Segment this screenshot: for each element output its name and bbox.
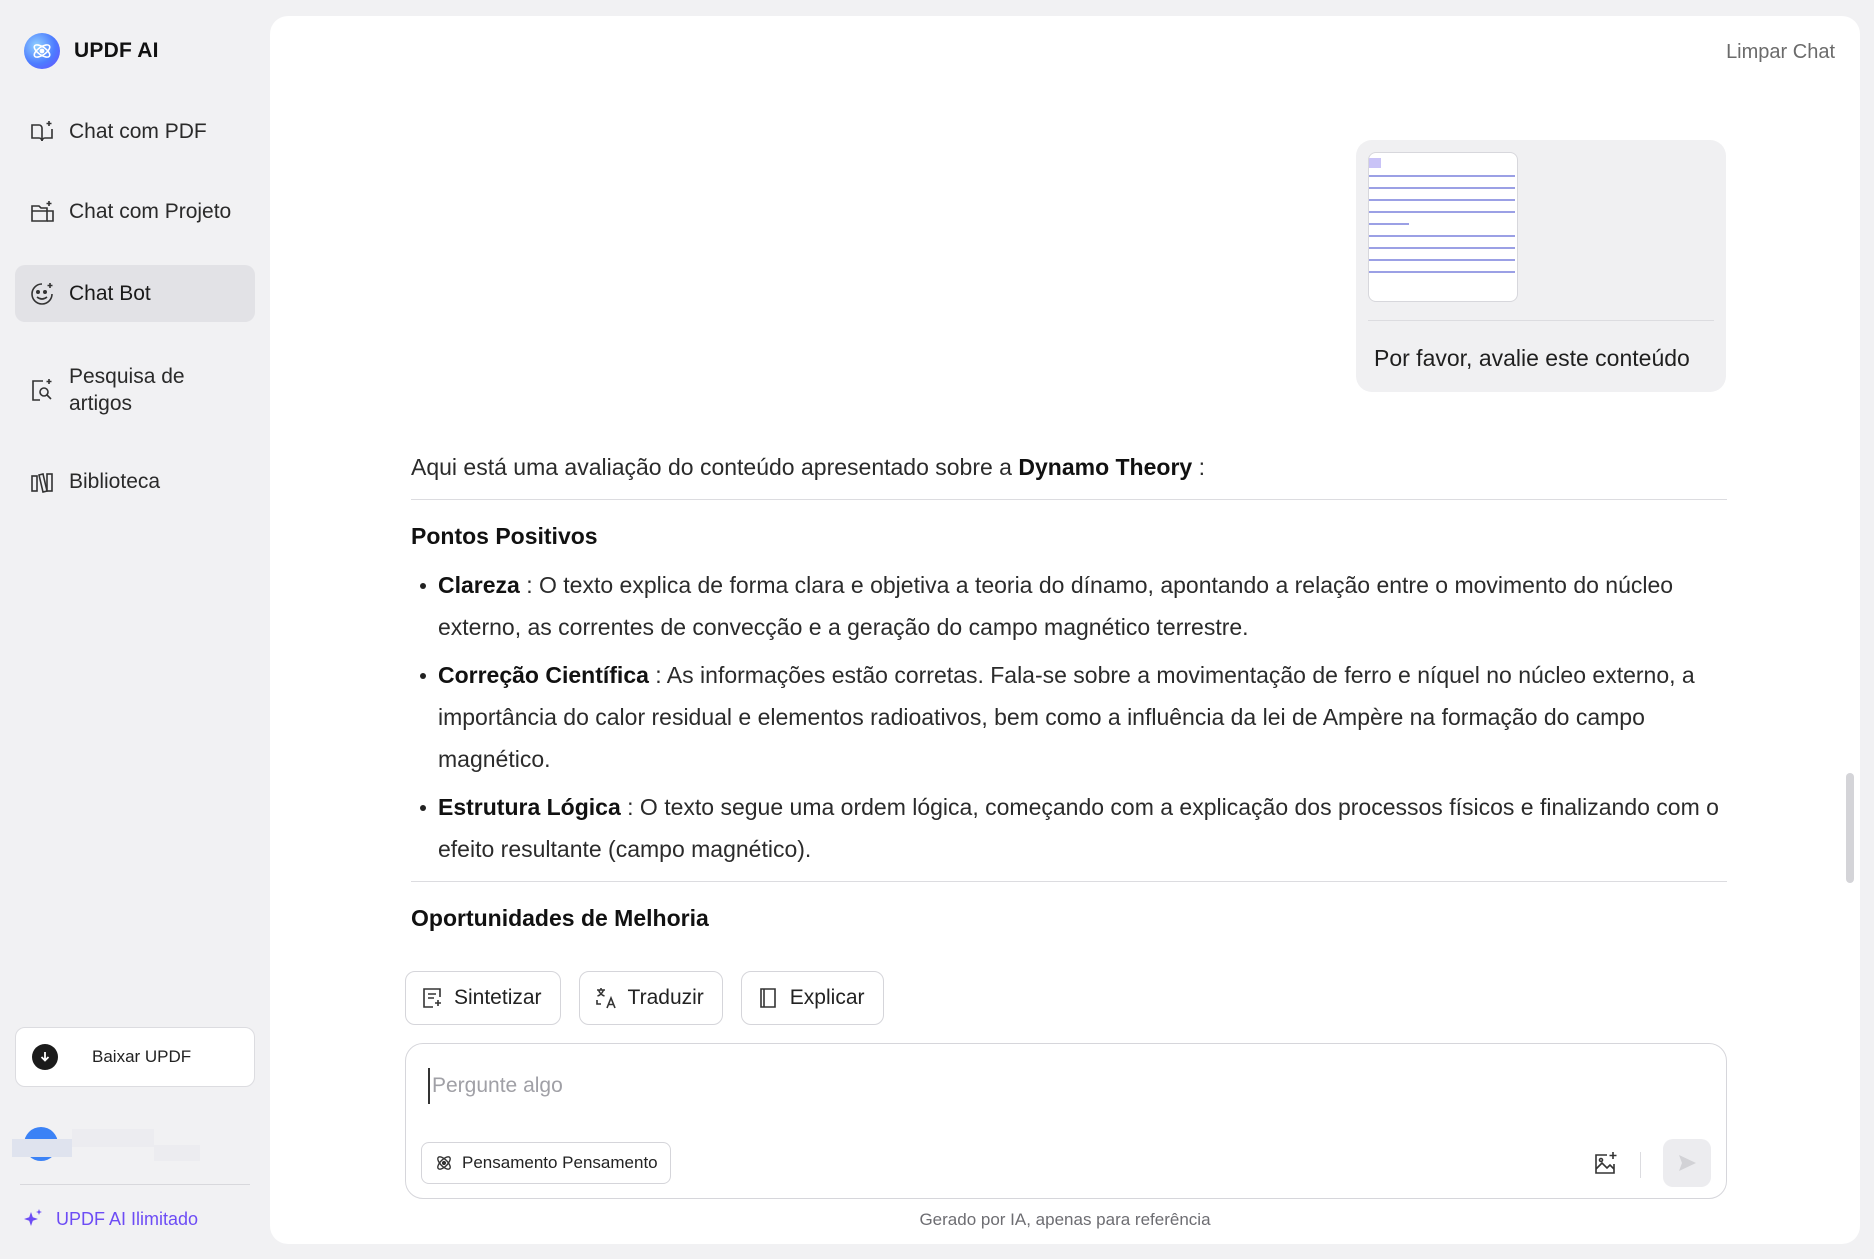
- list-item-text: : As informações estão corretas. Fala-se sobre a movimentação de ferro e níquel no núcleo externo, a importância do calor residual e elementos radioativos, bem como a influência da lei de Ampère na formação do campo magnético.: [438, 662, 1695, 772]
- sidebar-item-label: Pesquisa de artigos: [69, 365, 185, 415]
- sidebar-item-article-search[interactable]: [15, 360, 255, 420]
- library-books-icon: [29, 469, 55, 495]
- explain-label: Explicar: [789, 986, 865, 1009]
- download-updf-button[interactable]: [15, 1027, 255, 1087]
- brand-name: UPDF AI: [74, 39, 159, 62]
- sidebar-item-label: Chat com PDF: [69, 120, 207, 143]
- scrollbar[interactable]: [1846, 773, 1854, 883]
- ai-disclaimer: Gerado por IA, apenas para referência: [919, 1210, 1211, 1229]
- user-message-text: Por favor, avalie este conteúdo: [1374, 345, 1690, 371]
- translate-button[interactable]: [579, 971, 723, 1025]
- sidebar-item-chat-project[interactable]: [15, 193, 255, 231]
- folder-sparkle-icon: [29, 199, 55, 225]
- user-message: [1356, 140, 1726, 392]
- atom-icon: [434, 1153, 454, 1173]
- positive-points-list: [411, 564, 1727, 870]
- sidebar-item-chat-bot[interactable]: [15, 265, 255, 322]
- sparkle-icon: [22, 1208, 44, 1230]
- list-item-title: Estrutura Lógica: [438, 794, 621, 820]
- send-button[interactable]: [1663, 1139, 1711, 1187]
- chat-composer: [405, 1043, 1727, 1199]
- bot-face-icon: [29, 281, 55, 307]
- book-icon: [756, 986, 780, 1010]
- list-item-text: : O texto segue uma ordem lógica, começando com a explicação dos processos físicos e finalizando com o efeito resultante (campo magnético).: [438, 794, 1719, 862]
- summarize-button[interactable]: [405, 971, 561, 1025]
- list-item-text: : O texto explica de forma clara e objetiva a teoria do dínamo, apontando a relação entre o movimento do núcleo externo, as correntes de convecção e a geração do campo magnético terrestre.: [438, 572, 1674, 640]
- document-search-icon: [29, 377, 55, 403]
- image-sparkle-icon: [1591, 1150, 1619, 1178]
- question-input[interactable]: [428, 1068, 1634, 1104]
- sidebar-item-label: Chat Bot: [69, 281, 151, 305]
- sidebar-item-label: Biblioteca: [69, 470, 161, 493]
- assistant-answer: [411, 446, 1727, 946]
- chat-panel: [270, 16, 1860, 1244]
- image-upload-button[interactable]: [1591, 1150, 1619, 1183]
- brand[interactable]: [24, 33, 159, 69]
- sidebar-divider: [20, 1184, 250, 1185]
- summarize-label: Sintetizar: [454, 986, 542, 1009]
- translate-icon: [594, 986, 618, 1010]
- list-item-title: Clareza: [438, 572, 520, 598]
- sidebar: [0, 0, 268, 1259]
- download-label: Baixar UPDF: [92, 1047, 192, 1066]
- upgrade-link[interactable]: [22, 1208, 198, 1230]
- list-item: [411, 564, 1727, 648]
- list-item: [411, 654, 1727, 780]
- attached-document-thumbnail[interactable]: [1368, 152, 1518, 302]
- answer-intro-topic: Dynamo Theory: [1018, 454, 1193, 480]
- answer-divider: [411, 499, 1727, 500]
- thinking-toggle[interactable]: [421, 1142, 671, 1184]
- thinking-label: Pensamento Pensamento: [462, 1153, 658, 1172]
- quick-actions: [405, 971, 884, 1025]
- upgrade-label: UPDF AI Ilimitado: [56, 1208, 199, 1229]
- list-item: [411, 786, 1727, 870]
- translate-label: Traduzir: [627, 986, 704, 1009]
- answer-divider: [411, 881, 1727, 882]
- section-title-improvements: Oportunidades de Melhoria: [411, 905, 709, 931]
- answer-intro-text: Aqui está uma avaliação do conteúdo apresentado sobre a: [411, 454, 1012, 480]
- avatar[interactable]: [12, 1125, 188, 1165]
- summarize-icon: [420, 986, 444, 1010]
- clear-chat-button[interactable]: Limpar Chat: [1726, 41, 1835, 63]
- book-sparkle-icon: [29, 119, 55, 145]
- answer-intro: [411, 446, 1727, 488]
- sidebar-item-label: Chat com Projeto: [69, 200, 232, 223]
- list-item-title: Correção Científica: [438, 662, 649, 688]
- answer-intro-suffix: :: [1192, 454, 1205, 480]
- explain-button[interactable]: [741, 971, 884, 1025]
- updf-ai-logo-icon: [24, 33, 60, 69]
- section-title-positive: Pontos Positivos: [411, 523, 598, 549]
- send-icon: [1676, 1152, 1698, 1174]
- bubble-divider: [1368, 320, 1714, 321]
- sidebar-item-library[interactable]: [15, 463, 255, 501]
- sidebar-item-chat-pdf[interactable]: [15, 113, 255, 151]
- download-icon: [32, 1044, 58, 1070]
- composer-divider: [1640, 1152, 1641, 1178]
